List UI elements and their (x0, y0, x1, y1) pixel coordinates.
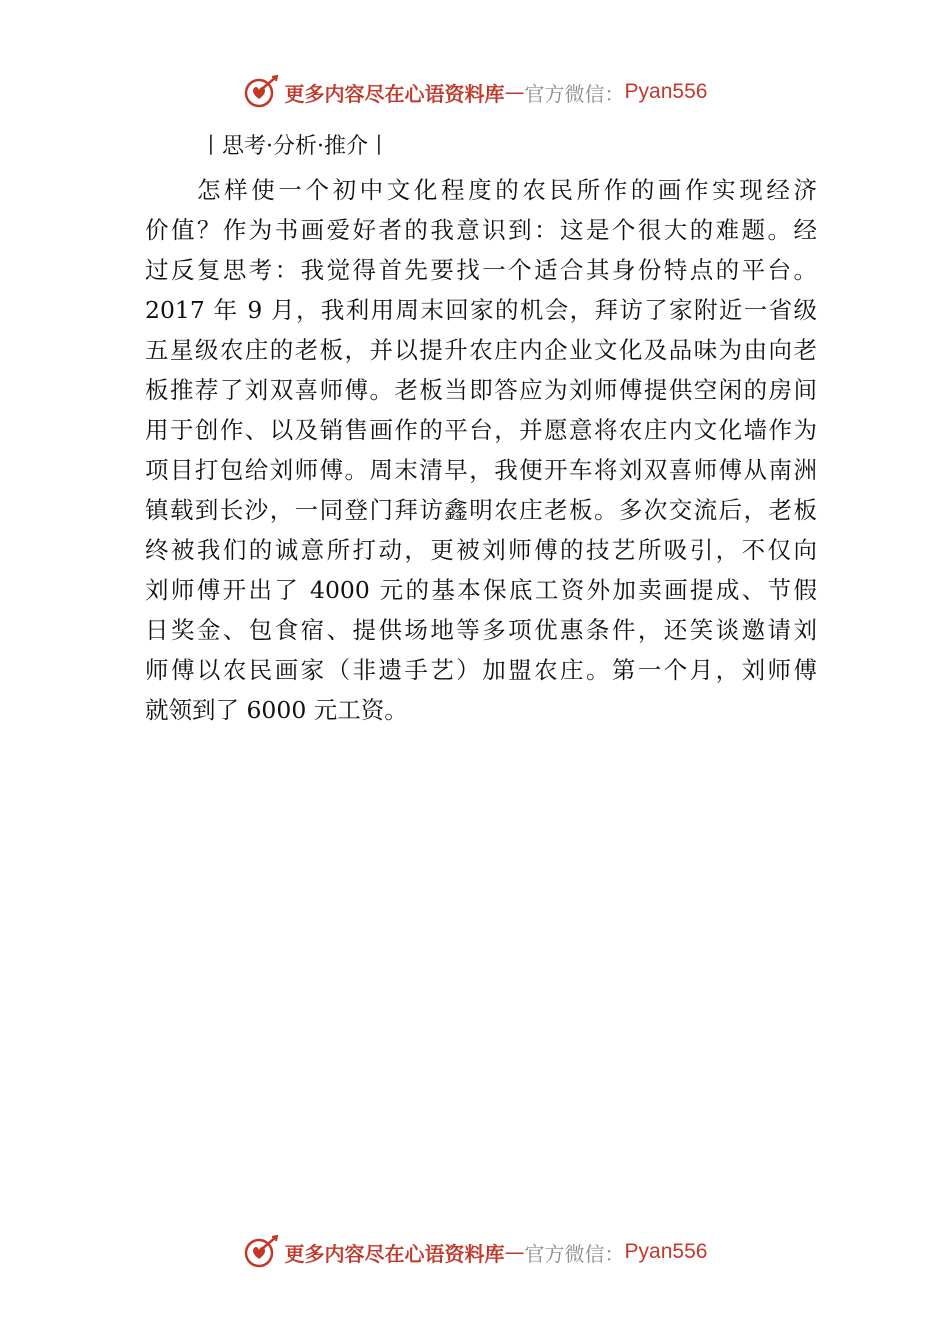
paragraph-line: 用于创作、以及销售画作的平台，并愿意将农庄内文化墙作为 (145, 416, 817, 444)
banner-wechat-label: 官方微信： (524, 81, 625, 106)
paragraph-line: 项目打包给刘师傅。周末清早，我便开车将刘双喜师傅从南洲 (145, 456, 817, 484)
section-heading: 丨思考·分析·推介丨 (200, 134, 390, 159)
paragraph-line: 板推荐了刘双喜师傅。老板当即答应为刘师傅提供空闲的房间 (145, 376, 817, 404)
banner-slogan: 更多内容尽在心语资料库 (284, 1241, 505, 1266)
banner-wechat-id: Pyan556 (624, 1240, 708, 1263)
banner-wechat-label: 官方微信： (524, 1241, 625, 1266)
paragraph-line: 镇载到长沙，一同登门拜访鑫明农庄老板。多次交流后，老板 (145, 496, 817, 524)
paragraph-line: 刘师傅开出了 4000 元的基本保底工资外加卖画提成、节假 (145, 576, 817, 604)
footer-banner (0, 1232, 950, 1272)
heart-logo-icon (243, 1234, 279, 1270)
banner-slogan: 更多内容尽在心语资料库 (284, 81, 505, 106)
paragraph-line: 过反复思考：我觉得首先要找一个适合其身份特点的平台。 (145, 256, 817, 284)
paragraph-line: 2017 年 9 月，我利用周末回家的机会，拜访了家附近一省级 (145, 296, 817, 324)
banner-dash: — (504, 1240, 525, 1264)
paragraph-line: 就领到了 6000 元工资。 (145, 696, 408, 724)
paragraph-line: 怎样使一个初中文化程度的农民所作的画作实现经济 (197, 176, 817, 204)
paragraph-line: 五星级农庄的老板，并以提升农庄内企业文化及品味为由向老 (145, 336, 817, 364)
paragraph-line: 终被我们的诚意所打动，更被刘师傅的技艺所吸引，不仅向 (145, 536, 817, 564)
body-paragraph (145, 170, 817, 730)
paragraph-line: 师傅以农民画家（非遗手艺）加盟农庄。第一个月，刘师傅 (145, 656, 817, 684)
banner-dash: — (504, 80, 525, 104)
paragraph-line: 价值？作为书画爱好者的我意识到：这是个很大的难题。经 (145, 216, 817, 244)
header-banner (0, 72, 950, 112)
banner-wechat-id: Pyan556 (624, 80, 708, 103)
paragraph-line: 日奖金、包食宿、提供场地等多项优惠条件，还笑谈邀请刘 (145, 616, 817, 644)
heart-logo-icon (243, 74, 279, 110)
